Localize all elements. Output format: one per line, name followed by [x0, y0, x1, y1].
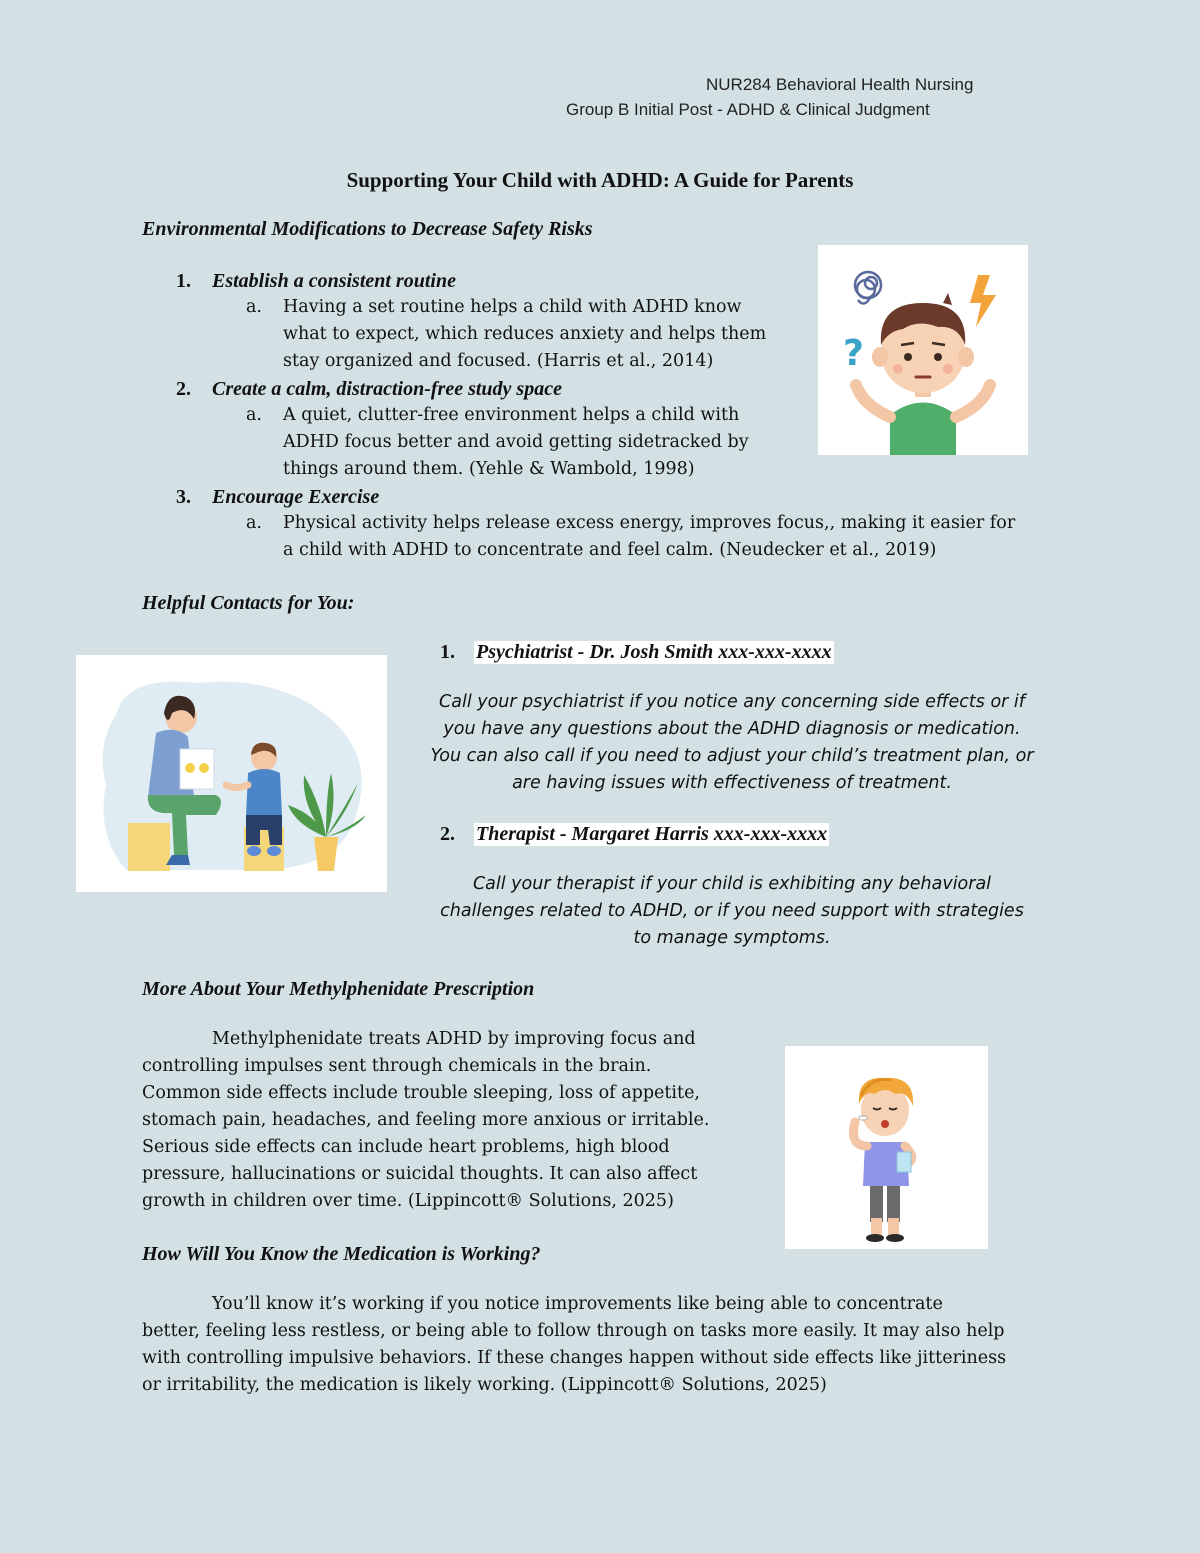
env-item-1-title: Establish a consistent routine: [212, 270, 456, 292]
contact-2-name: Therapist - Margaret Harris xxx-xxx-xxxx: [476, 823, 828, 845]
env-item-1-num: 1.: [176, 270, 191, 292]
confused-child-illustration: [818, 245, 1028, 455]
working-heading: How Will You Know the Medication is Working?: [142, 1243, 541, 1265]
contacts-heading: Helpful Contacts for You:: [142, 592, 355, 614]
env-item-3-text: Physical activity helps release excess energy, improves focus,, making it easier for a child with ADHD to concentrate and feel calm. (Neudecker et al., 2019): [283, 513, 1016, 560]
contact-1-num: 1.: [440, 641, 455, 663]
svg-text:?: ?: [843, 333, 864, 374]
working-paragraph: You’ll know it’s working if you notice improvements like being able to concentrate better, feeling less restless, or being able to follow through on tasks more easily. It may also help with controlling impulsive behaviors. If these changes happen without side effects like jitteriness or irritability, the medication is likely working. (Lippincott® Solutions, 2025): [142, 1294, 1007, 1395]
env-item-3-num: 3.: [176, 486, 191, 508]
env-item-3-title: Encourage Exercise: [212, 486, 380, 508]
post-header: Group B Initial Post - ADHD & Clinical Judgment: [566, 100, 930, 119]
environment-heading: Environmental Modifications to Decrease Safety Risks: [142, 218, 593, 240]
env-item-2-letter: a.: [246, 405, 262, 425]
env-item-1-text: Having a set routine helps a child with ADHD know what to expect, which reduces anxiety and helps them stay organized and focused. (Harris et al., 2014): [283, 297, 767, 371]
env-item-1-letter: a.: [246, 297, 262, 317]
medication-heading: More About Your Methylphenidate Prescription: [142, 978, 535, 1000]
therapy-session-illustration: [76, 655, 387, 892]
contact-1-name: Psychiatrist - Dr. Josh Smith xxx-xxx-xxxx: [476, 641, 832, 663]
page-title: Supporting Your Child with ADHD: A Guide for Parents: [346, 168, 854, 192]
child-taking-medication-illustration: [785, 1046, 988, 1249]
env-item-2-num: 2.: [176, 378, 191, 400]
contact-2-description: Call your therapist if your child is exhibiting any behavioral challenges related to ADHD, or if you need support with strategies to manage symptoms.: [440, 874, 1024, 948]
contact-1-description: Call your psychiatrist if you notice any concerning side effects or if you have any questions about the ADHD diagnosis or medication. You can also call if you need to adjust your child’s treatment plan, or are having issues with effectiveness of treatment.: [430, 692, 1034, 793]
contact-2-num: 2.: [440, 823, 455, 845]
course-header: NUR284 Behavioral Health Nursing: [706, 75, 974, 94]
env-item-3-letter: a.: [246, 513, 262, 533]
env-item-2-title: Create a calm, distraction-free study space: [212, 378, 562, 400]
medication-paragraph: Methylphenidate treats ADHD by improving focus and controlling impulses sent through chemicals in the brain. Common side effects include trouble sleeping, loss of appetite, stomach pain, headaches, and feeling more anxious or irritable. Serious side effects can include heart problems, high blood pressure, hallucinations or suicidal thoughts. It can also affect growth in children over time. (Lippincott® Solutions, 2025): [142, 1029, 710, 1211]
env-item-2-text: A quiet, clutter-free environment helps a child with ADHD focus better and avoid getting sidetracked by things around them. (Yehle & Wambold, 1998): [283, 405, 749, 479]
